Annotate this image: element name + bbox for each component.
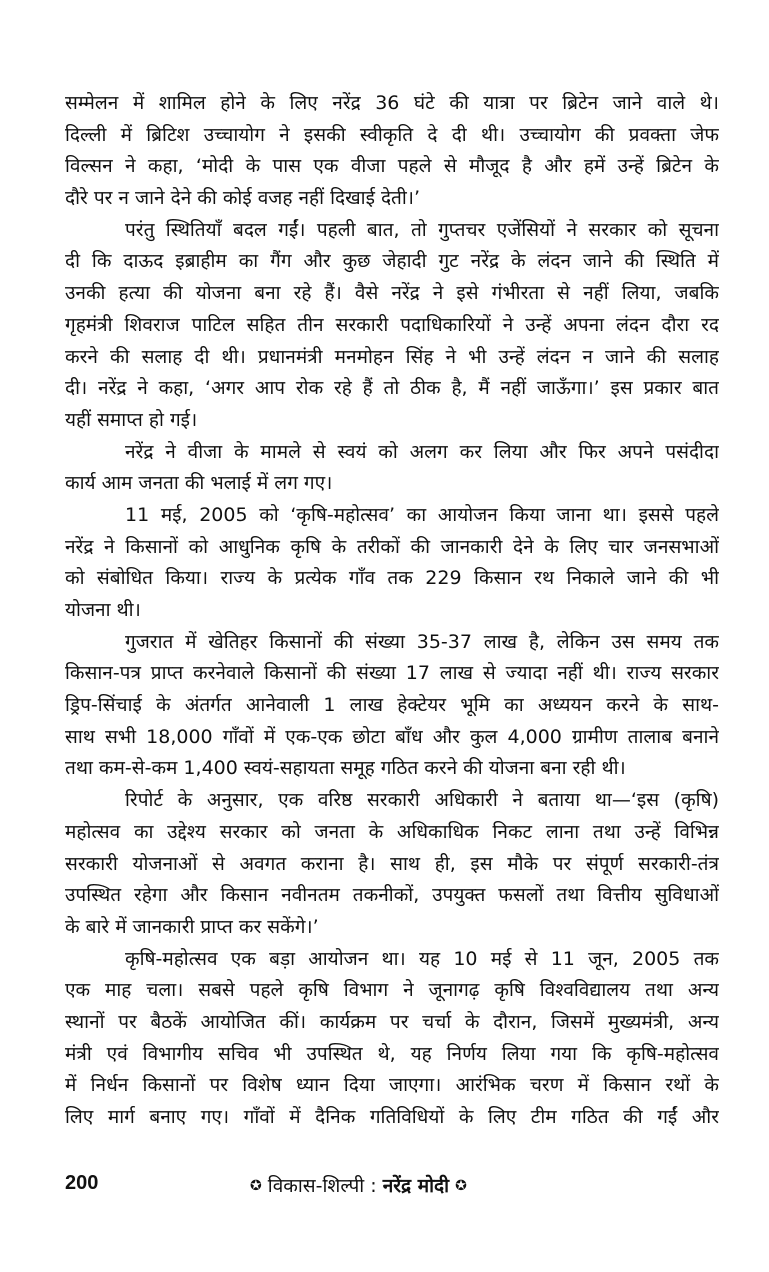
paragraph bbox=[65, 627, 719, 785]
flower-ornament-icon: ✪ bbox=[250, 1178, 262, 1194]
running-head bbox=[250, 1172, 467, 1198]
text-line: स्थानों पर बैठकें आयोजित कीं। कार्यक्रम पर चर्चा के दौरान, जिसमें मुख्यमंत्री, अन्य bbox=[65, 1010, 719, 1033]
text-line: दी कि दाऊद इब्राहीम का गैंग और कुछ जेहादी गुट नरेंद्र के लंदन जाने की स्थिति में bbox=[65, 250, 719, 273]
text-line: नरेंद्र ने वीजा के मामले से स्वयं को अलग कर लिया और फिर अपने पसंदीदा bbox=[125, 440, 719, 463]
running-head-name: नरेंद्र मोदी bbox=[382, 1175, 450, 1197]
text-line: उनकी हत्या की योजना बना रहे हैं। वैसे नरेंद्र ने इसे गंभीरता से नहीं लिया, जबकि bbox=[65, 282, 719, 305]
paragraph bbox=[65, 500, 719, 627]
paragraph bbox=[65, 785, 719, 943]
text-line: 11 मई, 2005 को ‘कृषि-महोत्सव’ का आयोजन किया जाना था। इससे पहले bbox=[125, 503, 719, 526]
text-line: करने की सलाह दी थी। प्रधानमंत्री मनमोहन सिंह ने भी उन्हें लंदन न जाने की सलाह bbox=[65, 345, 719, 368]
text-line: दिल्ली में ब्रिटिश उच्चायोग ने इसकी स्वीकृति दे दी थी। उच्चायोग की प्रवक्ता जेफ bbox=[65, 123, 719, 146]
text-line: के बारे में जानकारी प्राप्त कर सकेंगे।’ bbox=[65, 915, 319, 938]
text-line: यहीं समाप्त हो गई। bbox=[65, 408, 198, 431]
text-line: गृहमंत्री शिवराज पाटिल सहित तीन सरकारी पदाधिकारियों ने उन्हें अपना लंदन दौरा रद bbox=[65, 313, 719, 336]
text-line: तथा कम-से-कम 1,400 स्वयं-सहायता समूह गठित करने की योजना बना रही थी। bbox=[65, 757, 626, 780]
text-line: कार्य आम जनता की भलाई में लग गए। bbox=[65, 472, 333, 495]
paragraph bbox=[65, 944, 719, 1134]
text-line: रिपोर्ट के अनुसार, एक वरिष्ठ सरकारी अधिकारी ने बताया था—‘इस (कृषि) bbox=[125, 789, 719, 812]
text-line: परंतु स्थितियाँ बदल गईं। पहली बात, तो गुप्तचर एजेंसियों ने सरकार को सूचना bbox=[125, 218, 719, 241]
text-line: किसान-पत्र प्राप्त करनेवाले किसानों की संख्या 17 लाख से ज्यादा नहीं थी। राज्य सरकार bbox=[65, 662, 719, 685]
page-footer bbox=[65, 1172, 719, 1202]
text-line: योजना थी। bbox=[65, 599, 141, 621]
paragraph bbox=[65, 437, 719, 500]
page-number: 200 bbox=[65, 1172, 99, 1194]
text-line: दौरे पर न जाने देने की कोई वजह नहीं दिखाई देती।’ bbox=[65, 187, 421, 210]
paragraph bbox=[65, 215, 719, 437]
text-line: गुजरात में खेतिहर किसानों की संख्या 35-37 लाख है, लेकिन उस समय तक bbox=[125, 630, 719, 653]
text-line: लिए मार्ग बनाए गए। गाँवों में दैनिक गतिविधियों के लिए टीम गठित की गईं और bbox=[65, 1106, 719, 1128]
text-line: एक माह चला। सबसे पहले कृषि विभाग ने जूनागढ़ कृषि विश्वविद्यालय तथा अन्य bbox=[65, 979, 719, 1002]
running-head-title: विकास-शिल्पी : bbox=[267, 1175, 377, 1197]
paragraph bbox=[65, 88, 719, 215]
body-text bbox=[65, 88, 719, 1134]
text-line: नरेंद्र ने किसानों को आधुनिक कृषि के तरीकों की जानकारी देने के लिए चार जनसभाओं bbox=[65, 535, 719, 558]
flower-ornament-icon: ✪ bbox=[455, 1178, 467, 1194]
text-line: साथ सभी 18,000 गाँवों में एक-एक छोटा बाँध और कुल 4,000 ग्रामीण तालाब बनाने bbox=[65, 725, 719, 748]
text-line: सरकारी योजनाओं से अवगत कराना है। साथ ही, इस मौके पर संपूर्ण सरकारी-तंत्र bbox=[65, 852, 719, 875]
text-line: सम्मेलन में शामिल होने के लिए नरेंद्र 36 घंटे की यात्रा पर ब्रिटेन जाने वाले थे। bbox=[65, 92, 719, 114]
text-line: दी। नरेंद्र ने कहा, ‘अगर आप रोक रहे हैं तो ठीक है, मैं नहीं जाऊँगा।’ इस प्रकार बात bbox=[65, 377, 719, 400]
text-line: उपस्थित रहेगा और किसान नवीनतम तकनीकों, उपयुक्त फसलों तथा वित्तीय सुविधाओं bbox=[65, 884, 719, 907]
text-line: कृषि-महोत्सव एक बड़ा आयोजन था। यह 10 मई से 11 जून, 2005 तक bbox=[125, 947, 719, 970]
text-line: महोत्सव का उद्देश्य सरकार को जनता के अधिकाधिक निकट लाना तथा उन्हें विभिन्न bbox=[65, 820, 719, 843]
text-line: को संबोधित किया। राज्य के प्रत्येक गाँव तक 229 किसान रथ निकाले जाने की भी bbox=[65, 567, 719, 590]
text-line: में निर्धन किसानों पर विशेष ध्यान दिया जाएगा। आरंभिक चरण में किसान रथों के bbox=[65, 1074, 719, 1097]
text-line: मंत्री एवं विभागीय सचिव भी उपस्थित थे, यह निर्णय लिया गया कि कृषि-महोत्सव bbox=[65, 1042, 719, 1065]
text-line: ड्रिप-सिंचाई के अंतर्गत आनेवाली 1 लाख हेक्टेयर भूमि का अध्ययन करने के साथ- bbox=[65, 694, 719, 717]
text-line: विल्सन ने कहा, ‘मोदी के पास एक वीजा पहले से मौजूद है और हमें उन्हें ब्रिटेन के bbox=[65, 155, 719, 178]
